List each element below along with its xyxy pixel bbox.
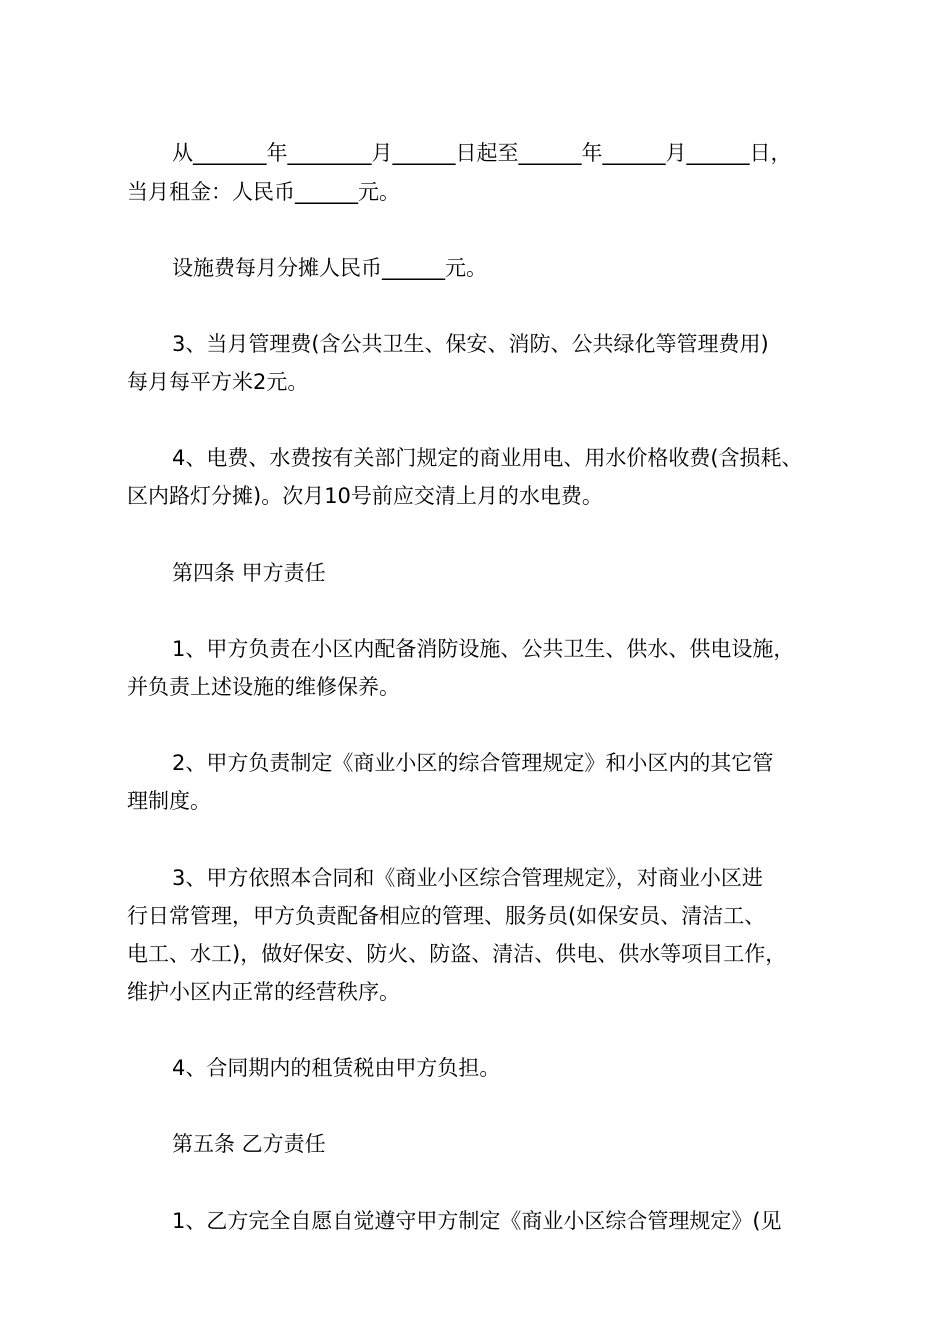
article-five-heading: 第五条 乙方责任 — [172, 1132, 326, 1156]
party-a-duty-3-cont-2: 电工、水工)，做好保安、防火、防盗、清洁、供电、供水等项目工作， — [127, 942, 787, 966]
party-a-duty-4: 4、合同期内的租赁税由甲方负担。 — [172, 1056, 501, 1080]
utility-fee-line-cont: 区内路灯分摊)。次月10号前应交清上月的水电费。 — [127, 484, 603, 508]
article-four-heading: 第四条 甲方责任 — [172, 561, 326, 585]
party-a-duty-1-cont: 并负责上述设施的维修保养。 — [127, 675, 400, 699]
management-fee-line-cont: 每月每平方米2元。 — [127, 370, 309, 394]
utility-fee-line: 4、电费、水费按有关部门规定的商业用电、用水价格收费(含损耗、 — [172, 446, 803, 470]
party-a-duty-2: 2、甲方负责制定《商业小区的综合管理规定》和小区内的其它管 — [172, 751, 774, 775]
party-a-duty-3-cont-1: 行日常管理，甲方负责配备相应的管理、服务员(如保安员、清洁工、 — [127, 904, 766, 928]
monthly-rent-line: 当月租金：人民币______元。 — [127, 180, 400, 204]
facility-fee-line: 设施费每月分摊人民币______元。 — [172, 256, 487, 280]
rent-period-line: 从_______年________月______日起至______年______月______日， — [172, 141, 792, 165]
party-a-duty-3: 3、甲方依照本合同和《商业小区综合管理规定》，对商业小区进 — [172, 866, 763, 890]
party-b-duty-1: 1、乙方完全自愿自觉遵守甲方制定《商业小区综合管理规定》(见 — [172, 1209, 782, 1233]
party-a-duty-1: 1、甲方负责在小区内配备消防设施、公共卫生、供水、供电设施， — [172, 637, 795, 661]
management-fee-line: 3、当月管理费(含公共卫生、保安、消防、公共绿化等管理费用) — [172, 332, 769, 356]
party-a-duty-3-cont-3: 维护小区内正常的经营秩序。 — [127, 980, 400, 1004]
party-a-duty-2-cont: 理制度。 — [127, 789, 211, 813]
